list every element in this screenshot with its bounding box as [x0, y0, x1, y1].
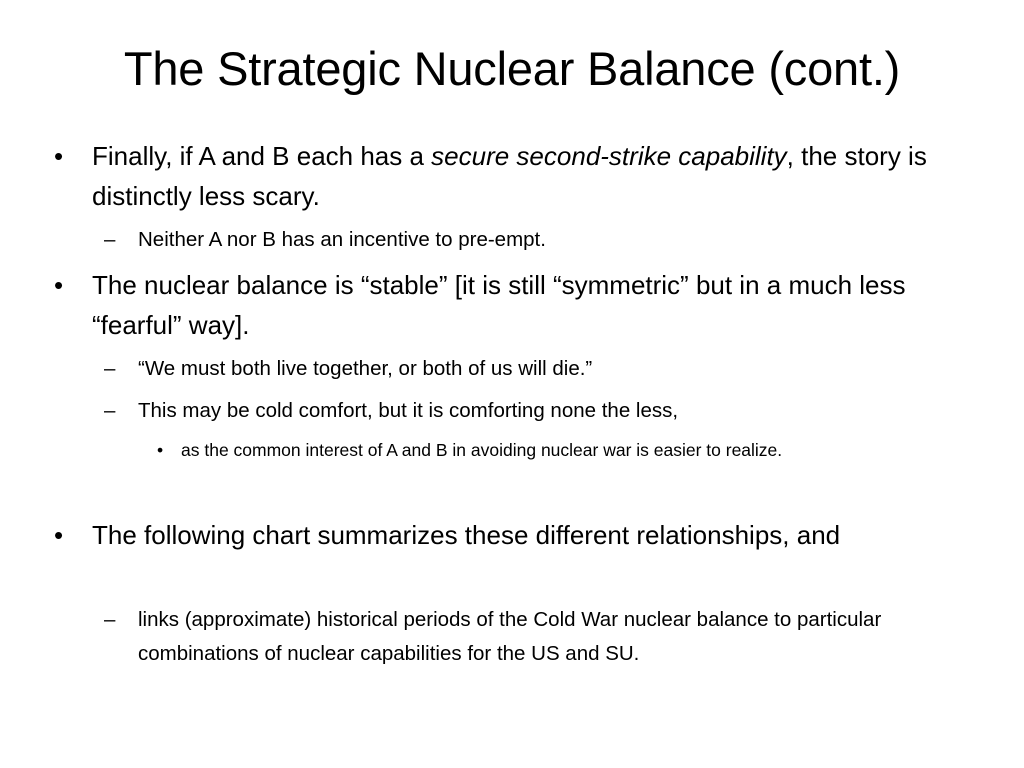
bullet-dash-icon: –	[104, 228, 116, 251]
bullet-item-secure-second-strike	[54, 136, 982, 216]
bullet-text-part: Finally, if A and B each has a	[92, 141, 432, 171]
sub-bullet-item-pre-empt	[104, 223, 988, 257]
bullet-text: The nuclear balance is “stable” [it is still “symmetric” but in a much less “fearful” way].	[92, 270, 906, 340]
emphasis-text: secure second-strike capability	[431, 141, 787, 171]
sub-bullet-item-cold-comfort	[104, 394, 988, 428]
bullet-item-following-chart	[54, 515, 982, 555]
sub-bullet-item-live-together	[104, 352, 988, 386]
bullet-text: The following chart summarizes these different relationships, and	[92, 520, 841, 550]
bullet-dot-icon: •	[54, 520, 64, 550]
sub-bullet-text: links (approximate) historical periods of the Cold War nuclear balance to particular combinations of nuclear capabilities for the US and SU.	[138, 608, 882, 665]
sub-bullet-text: This may be cold comfort, but it is comforting none the less,	[138, 399, 679, 422]
sub-bullet-text: “We must both live together, or both of us will die.”	[138, 357, 593, 380]
slide-title: The Strategic Nuclear Balance (cont.)	[123, 42, 901, 95]
sub-sub-bullet-text: as the common interest of A and B in avoiding nuclear war is easier to realize.	[181, 440, 783, 460]
bullet-dash-icon: –	[104, 399, 116, 422]
sub-bullet-item-historical-periods	[104, 603, 988, 671]
bullet-item-stable-balance	[54, 265, 982, 345]
bullet-dash-icon: –	[104, 608, 116, 631]
bullet-dot-icon: •	[54, 141, 64, 171]
bullet-dot-icon: •	[54, 270, 64, 300]
bullet-dash-icon: –	[104, 357, 116, 380]
bullet-text-part: , the story is distinctly less scary.	[92, 141, 927, 211]
bullet-dot-icon: •	[157, 440, 164, 460]
sub-bullet-text: Neither A nor B has an incentive to pre-empt.	[138, 228, 546, 251]
sub-sub-bullet-item-common-interest	[157, 437, 1011, 463]
